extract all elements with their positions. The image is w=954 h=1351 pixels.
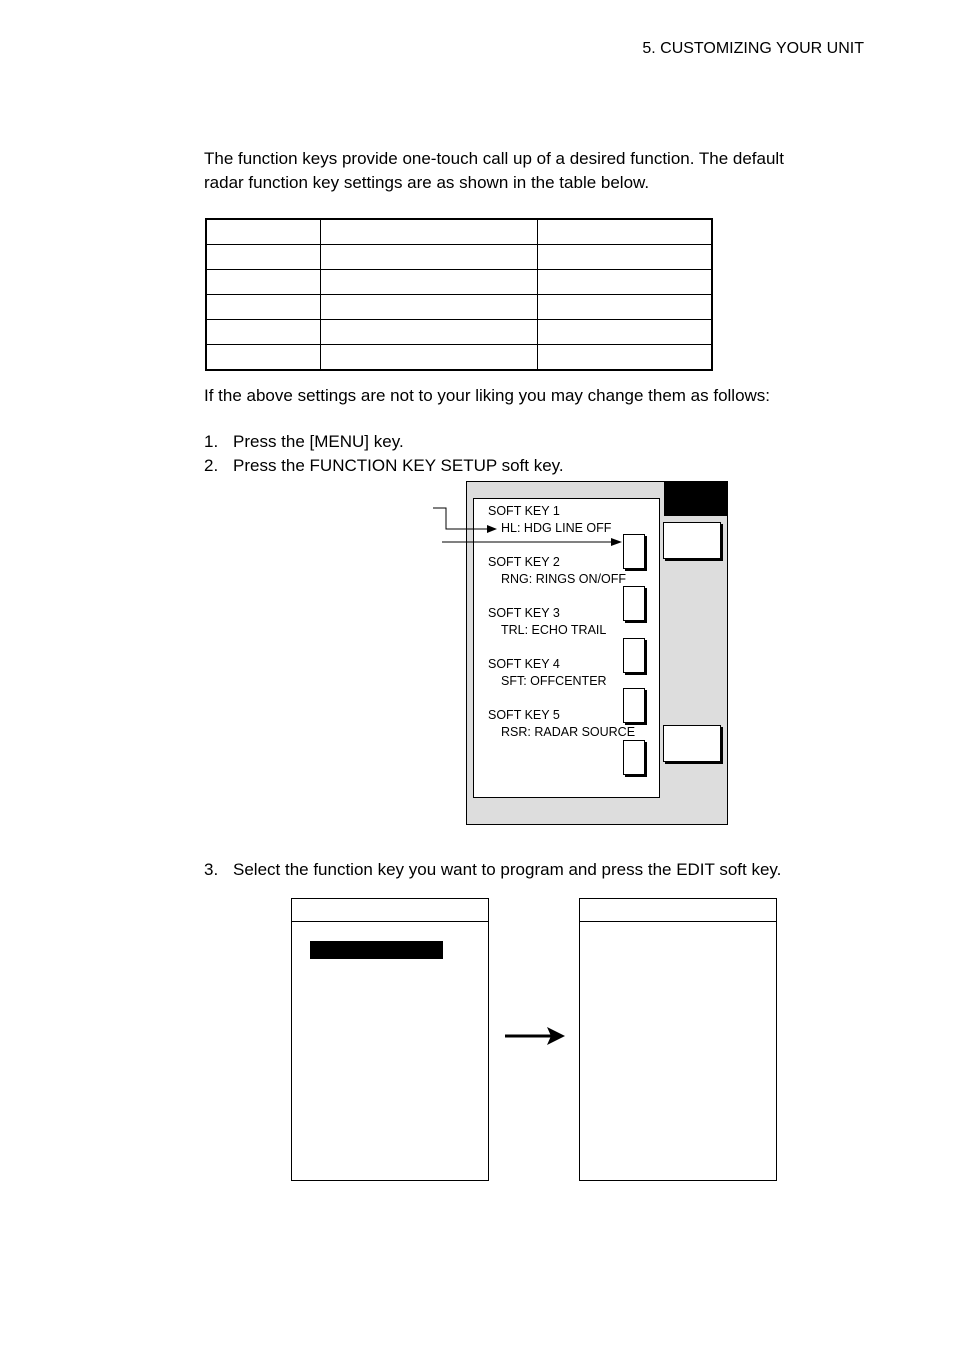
table-cell — [206, 245, 321, 270]
key-button-2[interactable] — [623, 586, 645, 621]
table-cell — [538, 345, 713, 371]
step-text: Press the [MENU] key. — [233, 432, 404, 451]
table-cell — [321, 295, 538, 320]
section-header: 5. CUSTOMIZING YOUR UNIT — [642, 40, 864, 57]
table-cell — [538, 295, 713, 320]
table-cell — [538, 219, 713, 245]
intro-line-1: The function keys provide one-touch call up of a desired function. The default — [204, 149, 784, 168]
panel-title-divider — [580, 921, 776, 922]
step-text: Select the function key you want to program and press the EDIT soft key. — [233, 860, 782, 879]
step-2 — [204, 456, 564, 476]
soft-key-5-title: SOFT KEY 5 — [488, 708, 560, 722]
table-row — [206, 270, 712, 295]
soft-key-5-desc[interactable]: RSR: RADAR SOURCE — [501, 725, 636, 739]
arrowhead-2 — [611, 538, 622, 546]
table-cell — [321, 320, 538, 345]
key-button-5[interactable] — [623, 740, 645, 775]
table-cell — [206, 295, 321, 320]
table-cell — [206, 219, 321, 245]
right-arrow-icon — [503, 1024, 567, 1048]
step-3 — [204, 860, 781, 880]
table-cell — [206, 320, 321, 345]
soft-key-button-bottom[interactable] — [663, 725, 721, 762]
table-cell — [206, 270, 321, 295]
soft-key-1-desc[interactable]: HL: HDG LINE OFF — [501, 521, 612, 535]
intro-paragraph — [204, 147, 854, 195]
change-instructions: If the above settings are not to your liking you may change them as follows: — [204, 386, 771, 405]
step-text: Press the FUNCTION KEY SETUP soft key. — [233, 456, 564, 475]
step-number: 2. — [204, 456, 219, 475]
table-row — [206, 320, 712, 345]
table-cell — [538, 270, 713, 295]
table-row — [206, 245, 712, 270]
soft-key-2-title: SOFT KEY 2 — [488, 555, 560, 569]
table-cell — [538, 245, 713, 270]
table-row — [206, 219, 712, 245]
arrowhead-1 — [487, 525, 497, 533]
soft-key-1-title: SOFT KEY 1 — [488, 504, 560, 518]
callout-arrows — [425, 500, 635, 550]
table-cell — [321, 245, 538, 270]
table-row — [206, 295, 712, 320]
step-number: 1. — [204, 432, 219, 451]
menu-panel-right — [579, 898, 777, 1181]
table-row — [206, 345, 712, 371]
step-number: 3. — [204, 860, 219, 879]
selected-item-highlight[interactable] — [310, 941, 443, 959]
key-button-4[interactable] — [623, 688, 645, 723]
soft-key-4-desc[interactable]: SFT: OFFCENTER — [501, 674, 607, 688]
soft-key-2-desc[interactable]: RNG: RINGS ON/OFF — [501, 572, 626, 586]
soft-key-3-desc[interactable]: TRL: ECHO TRAIL — [501, 623, 607, 637]
soft-key-3-title: SOFT KEY 3 — [488, 606, 560, 620]
soft-key-button-top[interactable] — [663, 522, 721, 559]
panel-title-divider — [292, 921, 488, 922]
table-cell — [321, 219, 538, 245]
callout-line-1 — [433, 508, 487, 529]
soft-key-4-title: SOFT KEY 4 — [488, 657, 560, 671]
function-key-table — [205, 218, 713, 371]
step-1 — [204, 432, 404, 452]
table-cell — [538, 320, 713, 345]
key-button-3[interactable] — [623, 638, 645, 673]
intro-line-2: radar function key settings are as shown in the table below. — [204, 173, 650, 192]
table-cell — [321, 270, 538, 295]
screen-title-block — [664, 481, 727, 516]
table-cell — [321, 345, 538, 371]
table-cell — [206, 345, 321, 371]
